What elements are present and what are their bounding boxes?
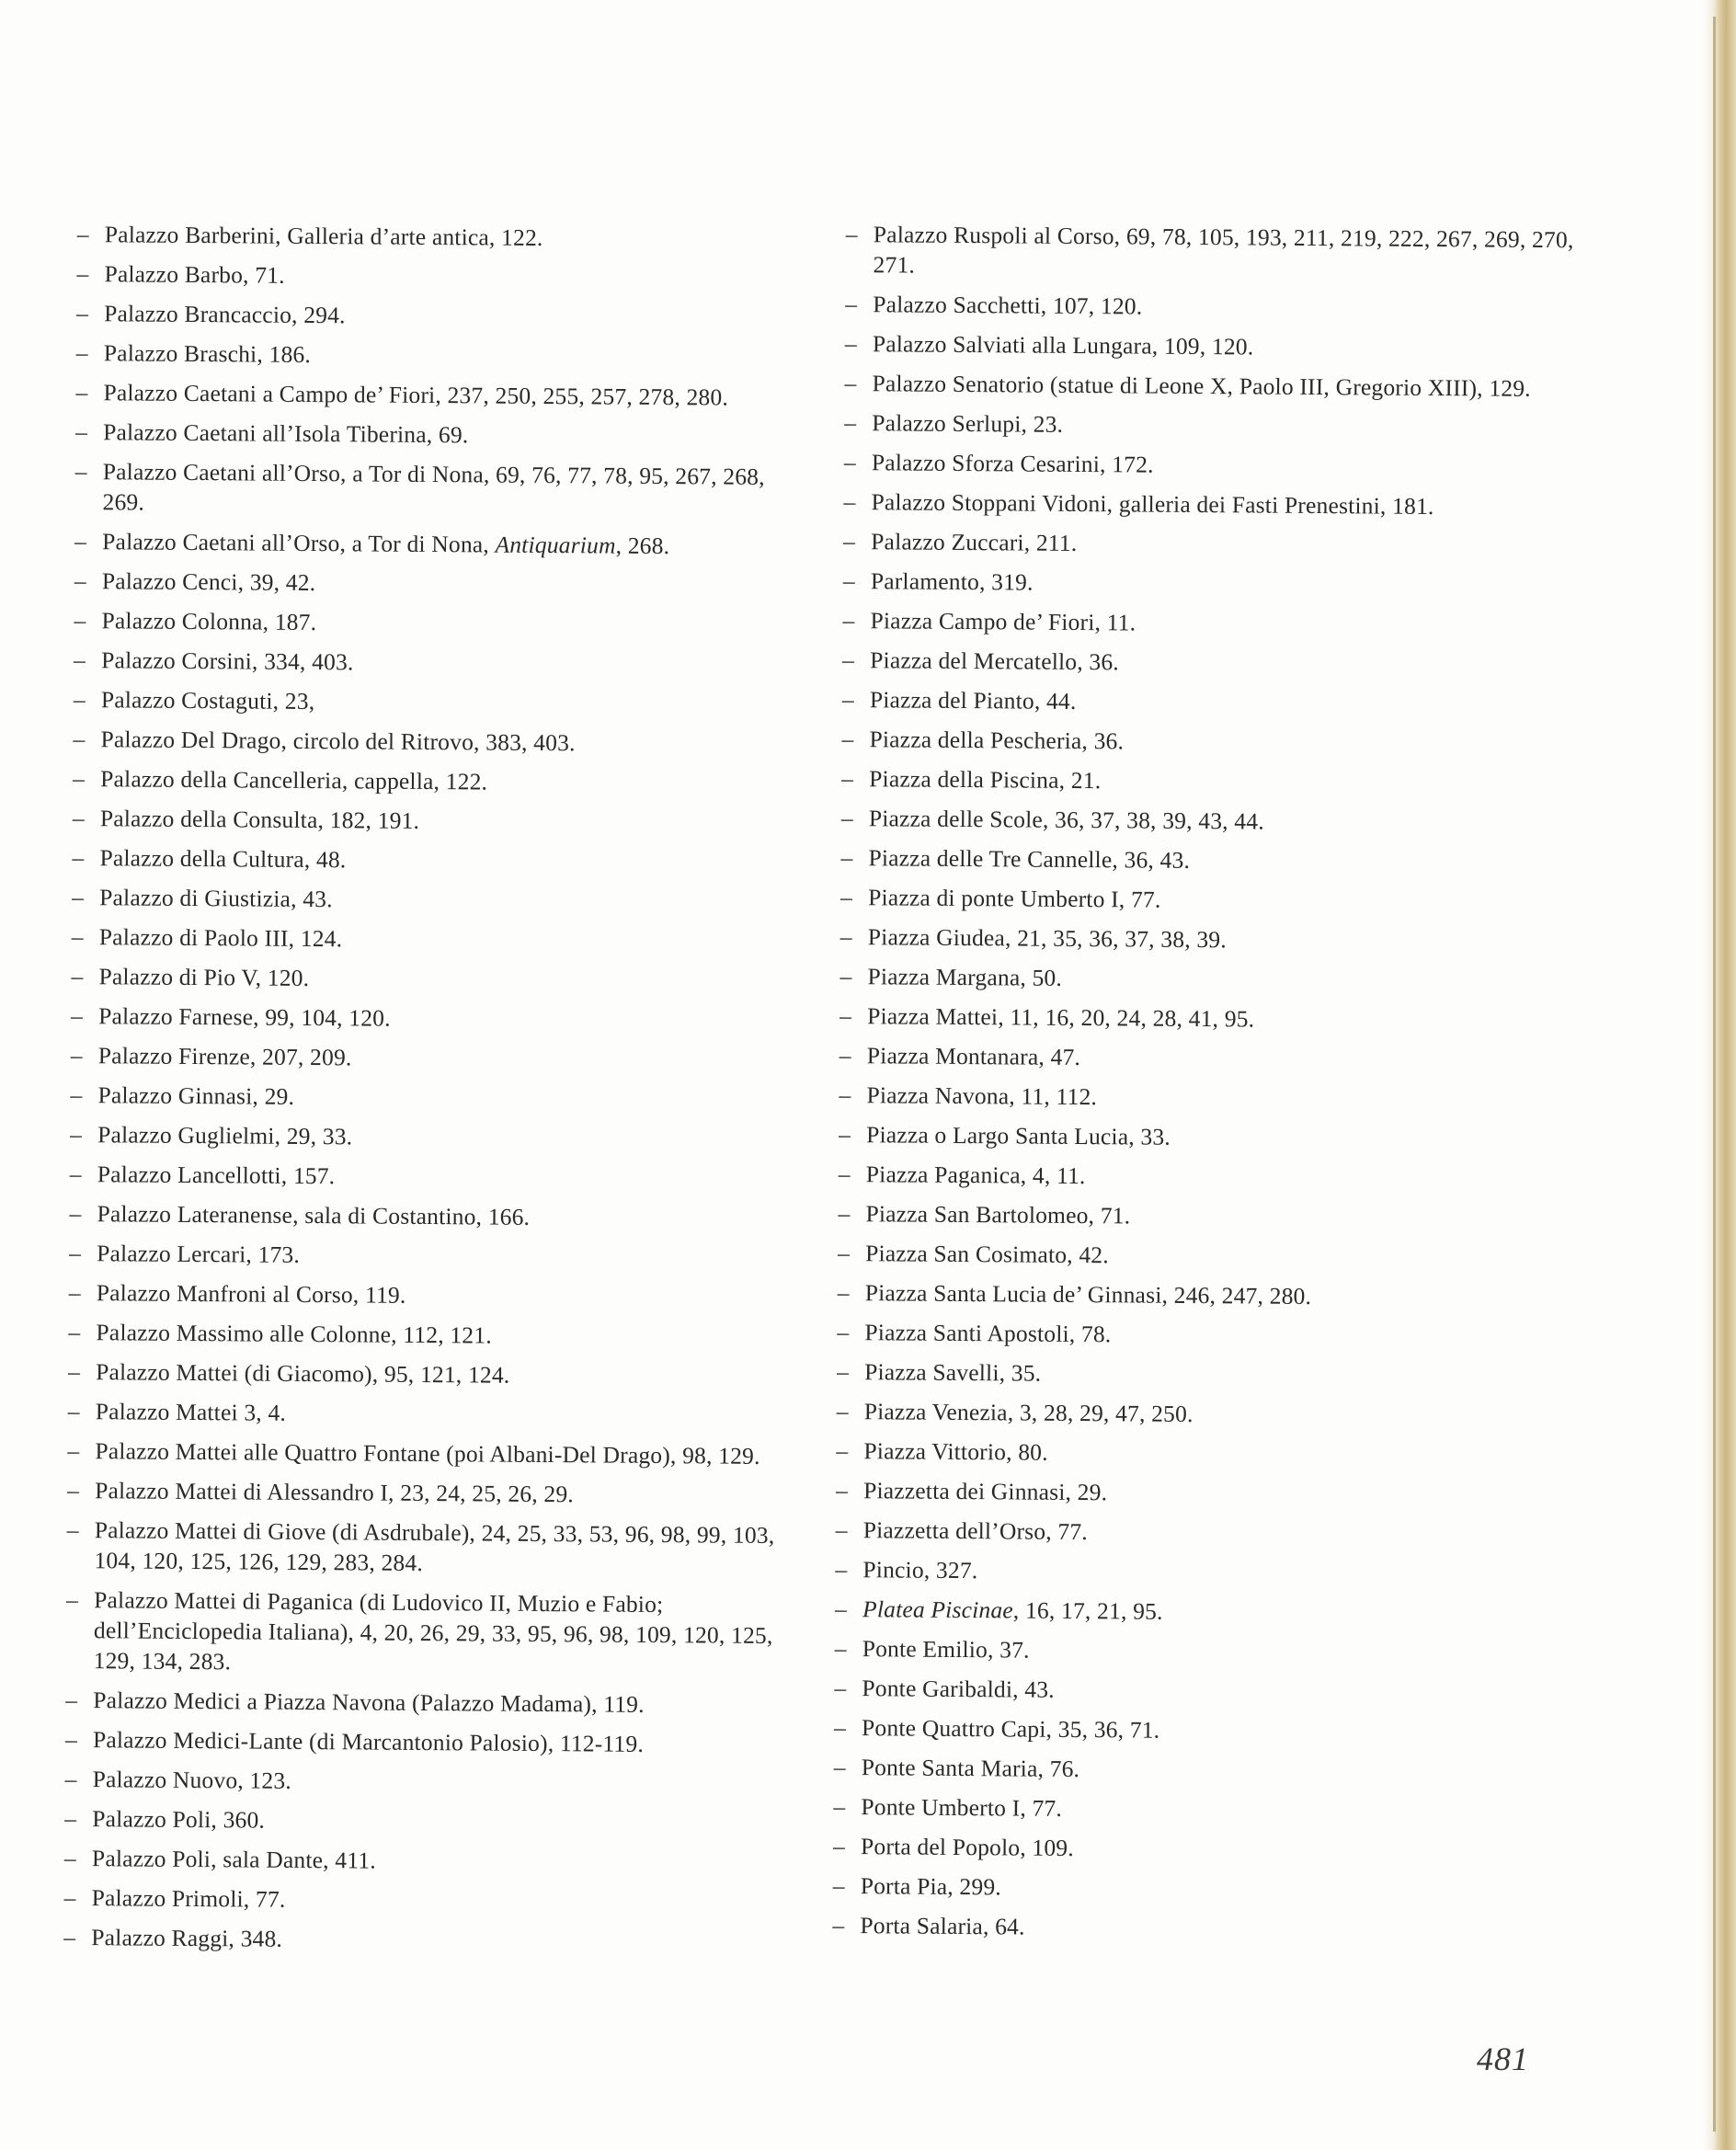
entry-text: Palazzo Manfroni al Corso, 119.	[96, 1279, 406, 1309]
index-entry	[833, 1831, 1569, 1867]
index-entry	[70, 1080, 805, 1115]
entry-text: Pincio, 327.	[862, 1556, 978, 1584]
index-entry	[76, 298, 812, 334]
entry-text: Piazza di ponte Umberto I, 77.	[868, 884, 1161, 913]
index-entry	[845, 219, 1581, 285]
entry-text: Ponte Garibaldi, 43.	[862, 1675, 1055, 1703]
entry-dash: –	[838, 1199, 851, 1228]
entry-dash: –	[837, 1278, 850, 1307]
entry-dash: –	[834, 1634, 847, 1663]
entry-text: Piazzetta dei Ginnasi, 29.	[863, 1477, 1108, 1506]
index-entry	[71, 961, 806, 997]
entry-text: Palazzo Mattei di Paganica (di Ludovico II, Muzio e Fabio; dell’Enciclopedia Italiana), 4, 20, 26, 29, 33, 95, 96, 98, 109, 120, 125, 129, 134, 283.	[93, 1586, 773, 1675]
entry-dash: –	[843, 448, 856, 476]
entry-dash: –	[836, 1476, 849, 1504]
entry-dash: –	[74, 606, 86, 635]
entry-text: Piazza Mattei, 11, 16, 20, 24, 28, 41, 95.	[867, 1002, 1255, 1033]
entry-text: Piazza delle Tre Cannelle, 36, 43.	[868, 844, 1191, 874]
entry-text: Piazza Vittorio, 80.	[863, 1437, 1048, 1466]
index-entry	[77, 219, 813, 255]
entry-text: Palazzo Guglielmi, 29, 33.	[97, 1121, 353, 1150]
index-entry	[840, 842, 1576, 878]
entry-text: Palazzo della Cultura, 48.	[99, 844, 347, 874]
index-entry	[68, 1356, 804, 1392]
entry-text: Piazza Montanara, 47.	[866, 1042, 1081, 1071]
index-entry	[836, 1515, 1571, 1550]
index-entry	[839, 961, 1575, 997]
entry-dash: –	[837, 1318, 850, 1346]
entry-text: Palazzo Massimo alle Colonne, 112, 121.	[96, 1319, 492, 1349]
entry-text: Porta del Popolo, 109.	[860, 1833, 1074, 1862]
entry-dash: –	[69, 1160, 82, 1188]
entry-dash: –	[839, 922, 852, 951]
entry-text: Piazza o Largo Santa Lucia, 33.	[866, 1121, 1171, 1150]
page-number: 481	[1477, 2041, 1529, 2077]
entry-dash: –	[75, 378, 88, 406]
entry-dash: –	[845, 220, 858, 248]
entry-text: Palazzo Mattei (di Giacomo), 95, 121, 124.	[96, 1358, 510, 1389]
entry-dash: –	[73, 764, 86, 793]
entry-dash: –	[840, 843, 853, 872]
entry-text: Palazzo Salviati alla Lungara, 109, 120.	[872, 330, 1254, 360]
entry-italic-text: Antiquarium	[495, 531, 616, 559]
entry-text: Palazzo Firenze, 207, 209.	[97, 1042, 352, 1071]
entry-text: Piazzetta dell’Orso, 77.	[862, 1516, 1089, 1546]
entry-dash: –	[72, 883, 85, 911]
entry-dash: –	[67, 1476, 80, 1504]
index-entry	[73, 763, 808, 799]
index-entry	[66, 1515, 802, 1581]
entry-dash: –	[841, 685, 854, 714]
index-entry	[841, 724, 1577, 760]
index-entry	[839, 1080, 1574, 1115]
entry-text: Piazza della Pescheria, 36.	[869, 726, 1125, 755]
entry-text: Palazzo Ginnasi, 29.	[97, 1081, 295, 1110]
index-entry	[74, 645, 809, 680]
entry-dash: –	[73, 725, 86, 753]
entry-dash: –	[75, 417, 88, 446]
entry-dash: –	[832, 1832, 846, 1860]
entry-text: Piazza Santi Apostoli, 78.	[864, 1319, 1112, 1348]
page-edge-line	[1713, 17, 1716, 2132]
entry-dash: –	[840, 883, 853, 911]
index-entry	[68, 1317, 804, 1353]
entry-text: Palazzo Mattei di Alessandro I, 23, 24, 25, 26, 29.	[95, 1477, 575, 1508]
entry-dash: –	[64, 1765, 77, 1793]
index-entry	[836, 1475, 1571, 1511]
index-entry	[833, 1870, 1569, 1906]
index-entry	[837, 1356, 1572, 1392]
entry-text: Palazzo Poli, 360.	[92, 1805, 266, 1834]
index-entry	[74, 456, 810, 522]
entry-dash: –	[70, 1120, 83, 1149]
index-entry	[838, 1198, 1573, 1234]
index-entry	[75, 377, 811, 413]
index-entry	[833, 1791, 1569, 1827]
entry-text: Piazza San Cosimato, 42.	[865, 1240, 1109, 1269]
entry-text: Palazzo Poli, sala Dante, 411.	[91, 1845, 376, 1874]
index-entry	[837, 1317, 1572, 1353]
entry-dash: –	[839, 1081, 851, 1109]
index-entry	[72, 882, 807, 918]
entry-text: Palazzo Caetani all’Isola Tiberina, 69.	[103, 418, 469, 449]
entry-dash: –	[843, 487, 856, 516]
entry-text: Palazzo Sforza Cesarini, 172.	[871, 449, 1154, 478]
index-entry	[839, 1119, 1574, 1155]
entry-text: Palazzo Colonna, 187.	[101, 607, 317, 636]
index-entry	[64, 1882, 800, 1918]
entry-dash: –	[74, 527, 87, 555]
entry-dash: –	[843, 527, 856, 555]
index-entry	[63, 1922, 799, 1958]
entry-text: Palazzo Serlupi, 23.	[872, 409, 1064, 438]
entry-dash: –	[840, 804, 853, 832]
entry-text: Ponte Emilio, 37.	[862, 1635, 1030, 1664]
index-entry	[68, 1396, 804, 1432]
index-entry	[845, 328, 1581, 364]
entry-text: Palazzo Raggi, 348.	[91, 1924, 283, 1952]
index-entry	[73, 724, 808, 760]
entry-text: Porta Salaria, 64.	[860, 1912, 1025, 1940]
entry-text: Piazza Navona, 11, 112.	[866, 1081, 1098, 1111]
entry-dash: –	[71, 922, 84, 951]
entry-dash: –	[836, 1397, 849, 1425]
entry-dash: –	[66, 1515, 79, 1544]
index-entry	[74, 566, 810, 601]
index-entry	[74, 526, 810, 562]
entry-dash: –	[835, 1555, 848, 1584]
index-entry	[73, 803, 808, 839]
entry-dash: –	[834, 1713, 847, 1742]
entry-dash: –	[69, 1239, 82, 1267]
index-column-right	[832, 219, 1582, 1955]
index-entry	[834, 1752, 1570, 1788]
entry-text: Piazza della Piscina, 21.	[869, 765, 1102, 795]
entry-dash: –	[836, 1436, 849, 1465]
entry-dash: –	[842, 566, 855, 595]
index-entry	[840, 921, 1576, 957]
entry-dash: –	[842, 606, 855, 635]
index-entry	[835, 1633, 1570, 1669]
index-entry	[67, 1475, 803, 1511]
entry-dash: –	[63, 1883, 76, 1912]
entry-text: Palazzo Lercari, 173.	[97, 1240, 301, 1268]
index-entry	[839, 1001, 1575, 1036]
entry-text: Porta Pia, 299.	[860, 1872, 1002, 1901]
entry-dash: –	[70, 1041, 83, 1069]
index-entry	[65, 1764, 801, 1800]
entry-dash: –	[63, 1923, 76, 1951]
entry-text: Palazzo Lateranense, sala di Costantino, 166.	[97, 1200, 531, 1230]
entry-dash: –	[833, 1792, 846, 1821]
entry-text: Palazzo Lancellotti, 157.	[97, 1161, 336, 1190]
entry-text: Piazza Giudea, 21, 35, 36, 37, 38, 39.	[867, 923, 1228, 954]
index-entry	[843, 566, 1579, 601]
entry-dash: –	[839, 1041, 851, 1069]
index-column-left	[63, 219, 813, 1967]
entry-dash: –	[74, 566, 86, 595]
entry-text: Palazzo Mattei 3, 4.	[95, 1398, 287, 1426]
entry-text-after: , 16, 17, 21, 95.	[1012, 1596, 1163, 1625]
entry-text: Palazzo di Giustizia, 43.	[99, 884, 333, 913]
entry-text: Piazza Santa Lucia de’ Ginnasi, 246, 247, 280.	[864, 1279, 1312, 1310]
index-entry	[71, 1040, 806, 1076]
entry-dash: –	[837, 1357, 850, 1386]
entry-text: Palazzo Zuccari, 211.	[871, 528, 1078, 556]
index-entry	[75, 417, 811, 452]
index-entry	[842, 605, 1578, 641]
entry-dash: –	[838, 1239, 851, 1267]
index-entry	[832, 1910, 1568, 1946]
entry-dash: –	[74, 457, 87, 486]
entry-text-after: , 268.	[615, 532, 670, 560]
entry-text: Palazzo Senatorio (statue di Leone X, Paolo III, Gregorio XIII), 129.	[872, 370, 1531, 402]
entry-dash: –	[64, 1804, 77, 1833]
index-entry	[76, 337, 812, 373]
index-entry	[834, 1712, 1570, 1748]
entry-text: Palazzo Del Drago, circolo del Ritrovo, 383, 403.	[100, 726, 576, 757]
entry-text: Piazza Campo de’ Fiori, 11.	[870, 607, 1136, 636]
entry-text: Palazzo Primoli, 77.	[91, 1884, 286, 1913]
entry-dash: –	[76, 220, 89, 248]
entry-dash: –	[841, 725, 854, 753]
index-entry	[69, 1198, 805, 1234]
entry-text: Palazzo della Cancelleria, cappella, 122.	[100, 765, 488, 795]
index-entry	[65, 1724, 801, 1760]
entry-text: Palazzo Caetani all’Orso, a Tor di Nona,	[102, 528, 496, 558]
entry-text: Palazzo Brancaccio, 294.	[104, 300, 346, 329]
entry-text: Palazzo Ruspoli al Corso, 69, 78, 105, 193, 211, 219, 222, 267, 269, 270, 271.	[873, 221, 1574, 279]
entry-dash: –	[65, 1686, 78, 1714]
entry-dash: –	[67, 1397, 80, 1425]
entry-text: Piazza Margana, 50.	[867, 963, 1063, 991]
entry-text: Palazzo della Consulta, 182, 191.	[99, 805, 420, 834]
entry-text: Ponte Santa Maria, 76.	[861, 1754, 1080, 1783]
entry-text: Palazzo Farnese, 99, 104, 120.	[98, 1002, 391, 1032]
entry-dash: –	[63, 1844, 77, 1872]
entry-dash: –	[839, 962, 852, 990]
entry-text: Piazza delle Scole, 36, 37, 38, 39, 43, 44.	[868, 805, 1264, 835]
index-entry	[70, 1119, 805, 1155]
entry-dash: –	[66, 1585, 79, 1614]
entry-text: Piazza Paganica, 4, 11.	[865, 1161, 1086, 1190]
entry-dash: –	[76, 259, 89, 288]
entry-dash: –	[838, 1160, 851, 1188]
index-entry	[844, 447, 1580, 483]
index-entry	[76, 258, 812, 294]
entry-dash: –	[834, 1674, 847, 1702]
entry-dash: –	[844, 329, 858, 358]
index-entry	[74, 684, 809, 720]
index-entry	[66, 1584, 803, 1681]
entry-text: Palazzo Sacchetti, 107, 120.	[873, 291, 1143, 320]
index-entry	[838, 1238, 1573, 1274]
page-edge	[1703, 0, 1736, 2150]
entry-text: Piazza del Mercatello, 36.	[870, 646, 1120, 676]
index-entry	[838, 1277, 1573, 1313]
entry-text: Palazzo Braschi, 186.	[103, 339, 312, 368]
entry-text: Palazzo Nuovo, 123.	[92, 1766, 292, 1794]
index-entry	[74, 605, 809, 641]
entry-text: Palazzo di Pio V, 120.	[98, 963, 310, 992]
index-entry	[67, 1435, 803, 1471]
entry-dash: –	[68, 1357, 81, 1386]
index-entry	[70, 1159, 805, 1195]
index-entry	[69, 1238, 805, 1274]
entry-text: Palazzo Mattei di Giove (di Asdrubale), 24, 25, 33, 53, 96, 98, 99, 103, 104, 120, 125, 126, 129, 283, 284.	[94, 1516, 775, 1576]
index-entry	[841, 803, 1577, 839]
entry-text: Palazzo Costaguti, 23,	[100, 686, 315, 715]
index-entry	[65, 1685, 801, 1721]
index-entry	[837, 1396, 1572, 1432]
entry-text: Piazza del Pianto, 44.	[869, 686, 1077, 715]
entry-dash: –	[841, 764, 854, 793]
entry-dash: –	[844, 408, 857, 437]
entry-text: Palazzo di Paolo III, 124.	[98, 923, 343, 953]
index-entry	[836, 1435, 1571, 1471]
entry-text: Piazza Savelli, 35.	[864, 1358, 1042, 1387]
index-entry	[72, 842, 807, 878]
index-entry	[842, 645, 1578, 680]
entry-text: Palazzo Mattei alle Quattro Fontane (poi Albani-Del Drago), 98, 129.	[95, 1437, 760, 1470]
entry-text: Palazzo Medici a Piazza Navona (Palazzo Madama), 119.	[93, 1687, 645, 1718]
entry-text: Palazzo Caetani all’Orso, a Tor di Nona, 69, 76, 77, 78, 95, 267, 268, 269.	[102, 458, 765, 516]
index-entry	[841, 763, 1577, 799]
entry-dash: –	[832, 1911, 845, 1939]
entry-dash: –	[839, 1120, 851, 1149]
entry-dash: –	[69, 1199, 82, 1228]
entry-dash: –	[845, 290, 858, 318]
entry-italic-text: Platea Piscinae	[862, 1595, 1013, 1624]
entry-dash: –	[68, 1278, 81, 1307]
index-entry	[839, 1040, 1575, 1076]
index-entry	[844, 368, 1580, 404]
entry-text: Palazzo Stoppani Vidoni, galleria dei Fasti Prenestini, 181.	[871, 488, 1434, 520]
entry-dash: –	[64, 1725, 78, 1754]
entry-text: Palazzo Cenci, 39, 42.	[101, 567, 316, 597]
entry-dash: –	[839, 1001, 852, 1030]
entry-dash: –	[71, 1001, 84, 1030]
index-entry	[842, 684, 1578, 720]
index-entry	[843, 526, 1579, 562]
index-entry	[839, 1159, 1574, 1195]
index-entry	[844, 407, 1580, 443]
index-entry	[64, 1803, 800, 1839]
entry-text: Palazzo Barberini, Galleria d’arte antica, 122.	[104, 221, 543, 251]
entry-dash: –	[844, 369, 857, 397]
entry-text: Ponte Umberto I, 77.	[861, 1793, 1063, 1822]
index-entry	[843, 486, 1579, 522]
entry-dash: –	[835, 1515, 848, 1544]
entry-dash: –	[70, 1081, 83, 1109]
entry-dash: –	[72, 804, 85, 832]
entry-dash: –	[75, 338, 88, 367]
entry-dash: –	[835, 1595, 848, 1623]
entry-dash: –	[73, 685, 86, 714]
index-entry	[69, 1277, 805, 1313]
index-entry	[64, 1843, 800, 1879]
entry-text: Piazza San Bartolomeo, 71.	[865, 1200, 1131, 1229]
entry-dash: –	[71, 962, 84, 990]
entry-text: Palazzo Caetani a Campo de’ Fiori, 237, 250, 255, 257, 278, 280.	[103, 379, 729, 411]
entry-text: Ponte Quattro Capi, 35, 36, 71.	[862, 1714, 1160, 1744]
index-entry	[835, 1554, 1570, 1590]
entry-dash: –	[67, 1436, 80, 1465]
entry-dash: –	[842, 646, 855, 674]
entry-text: Parlamento, 319.	[870, 567, 1034, 596]
entry-dash: –	[833, 1753, 846, 1781]
index-entry	[834, 1673, 1570, 1709]
entry-dash: –	[832, 1871, 845, 1900]
index-entry	[835, 1594, 1570, 1630]
entry-text: Piazza Venezia, 3, 28, 29, 47, 250.	[863, 1398, 1194, 1428]
index-entry	[71, 1001, 806, 1036]
entry-text: Palazzo Corsini, 334, 403.	[101, 646, 354, 676]
index-entry	[845, 289, 1581, 325]
entry-dash: –	[72, 843, 85, 872]
entry-dash: –	[76, 299, 89, 327]
entry-text: Palazzo Medici-Lante (di Marcantonio Palosio), 112-119.	[92, 1726, 645, 1757]
entry-dash: –	[68, 1318, 81, 1346]
entry-text: Palazzo Barbo, 71.	[104, 260, 285, 289]
index-entry	[72, 921, 807, 957]
entry-dash: –	[74, 646, 86, 674]
index-entry	[840, 882, 1576, 918]
